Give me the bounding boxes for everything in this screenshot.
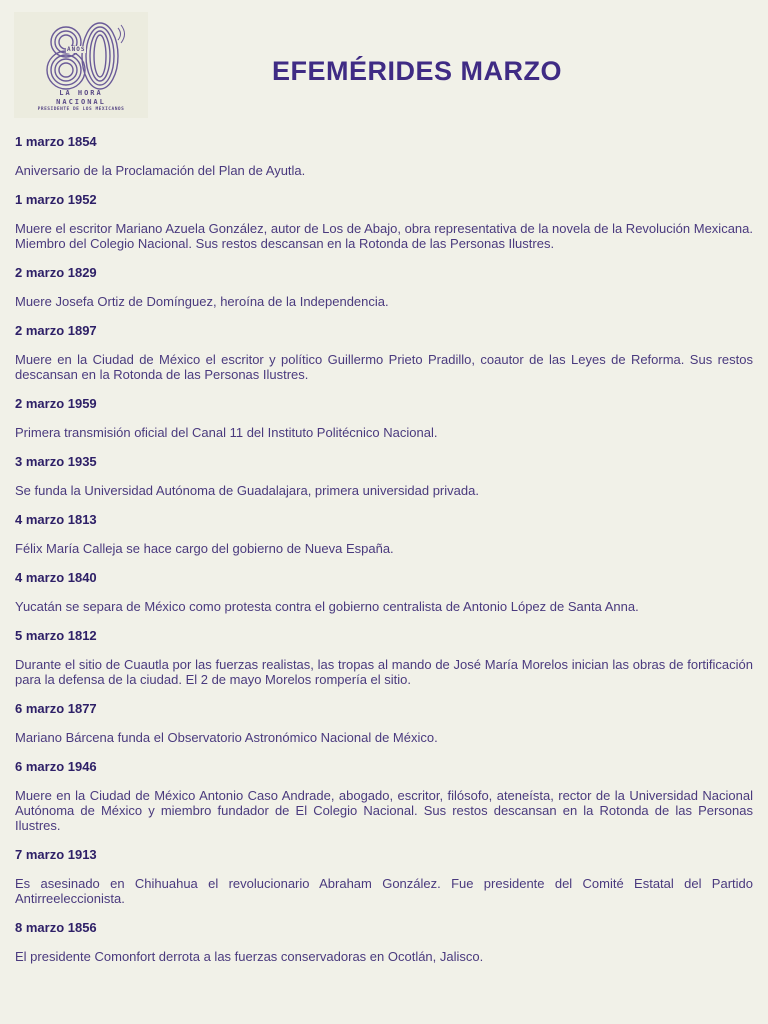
entry-date: 2 marzo 1829: [15, 265, 97, 280]
entry-date: 6 marzo 1877: [15, 701, 97, 716]
efemerides-list: [15, 134, 753, 978]
logo-anos-text: AÑOS: [67, 46, 86, 53]
efemeride-entry: [15, 323, 753, 382]
entry-description: Durante el sitio de Cuautla por las fuerzas realistas, las tropas al mando de José María Morelos inician las obras de fortificación para la defensa de la ciudad. El 2 de mayo Morelos rompería el sitio.: [15, 657, 753, 687]
entry-date: 6 marzo 1946: [15, 759, 97, 774]
entry-description: Muere Josefa Ortiz de Domínguez, heroína de la Independencia.: [15, 294, 389, 309]
efemeride-entry: [15, 396, 753, 440]
efemeride-entry: [15, 134, 753, 178]
entry-description: El presidente Comonfort derrota a las fuerzas conservadoras en Ocotlán, Jalisco.: [15, 949, 484, 964]
efemeride-entry: [15, 628, 753, 687]
logo-line-nacional: NACIONAL: [56, 98, 106, 106]
efemeride-entry: [15, 192, 753, 251]
entry-date: 3 marzo 1935: [15, 454, 97, 469]
entry-description: Se funda la Universidad Autónoma de Guadalajara, primera universidad privada.: [15, 483, 479, 498]
efemeride-entry: [15, 570, 753, 614]
efemeride-entry: [15, 265, 753, 309]
entry-description: Muere el escritor Mariano Azuela González, autor de Los de Abajo, obra representativa de la novela de la Revolución Mexicana. Miembro del Colegio Nacional. Sus restos descansan en la Rotonda de las Personas Ilustres.: [15, 221, 753, 251]
entry-date: 4 marzo 1813: [15, 512, 97, 527]
logo-line-la-hora: LA HORA: [59, 89, 103, 97]
entry-date: 8 marzo 1856: [15, 920, 97, 935]
entry-date: 1 marzo 1952: [15, 192, 97, 207]
entry-description: Primera transmisión oficial del Canal 11 del Instituto Politécnico Nacional.: [15, 425, 438, 440]
efemeride-entry: [15, 454, 753, 498]
entry-description: Muere en la Ciudad de México el escritor y político Guillermo Prieto Pradillo, coautor de las Leyes de Reforma. Sus restos descansan en la Rotonda de las Personas Ilustres.: [15, 352, 753, 382]
entry-date: 2 marzo 1959: [15, 396, 97, 411]
efemeride-entry: [15, 847, 753, 906]
entry-description: Muere en la Ciudad de México Antonio Caso Andrade, abogado, escritor, filósofo, ateneísta, rector de la Universidad Nacional Autónoma de México y miembro fundador de El Colegio Nacional. Sus restos descansan en la Rotonda de las Personas Ilustres.: [15, 788, 753, 833]
efemeride-entry: [15, 759, 753, 833]
page-title: EFEMÉRIDES MARZO: [271, 56, 562, 86]
entry-description: Yucatán se separa de México como protesta contra el gobierno centralista de Antonio López de Santa Anna.: [15, 599, 639, 614]
efemeride-entry: [15, 920, 753, 964]
entry-date: 2 marzo 1897: [15, 323, 97, 338]
efemeride-entry: [15, 701, 753, 745]
efemeride-entry: [15, 512, 753, 556]
entry-description: Es asesinado en Chihuahua el revolucionario Abraham González. Fue presidente del Comité Estatal del Partido Antirreeleccionista.: [15, 876, 753, 906]
entry-description: Mariano Bárcena funda el Observatorio Astronómico Nacional de México.: [15, 730, 438, 745]
logo-line-presidente: PRESIDENTE DE LOS MEXICANOS: [37, 107, 125, 112]
entry-description: Félix María Calleja se hace cargo del gobierno de Nueva España.: [15, 541, 394, 556]
entry-date: 7 marzo 1913: [15, 847, 97, 862]
hora-nacional-logo: [14, 12, 148, 118]
entry-description: Aniversario de la Proclamación del Plan de Ayutla.: [15, 163, 306, 178]
entry-date: 5 marzo 1812: [15, 628, 97, 643]
entry-date: 1 marzo 1854: [15, 134, 97, 149]
entry-date: 4 marzo 1840: [15, 570, 97, 585]
